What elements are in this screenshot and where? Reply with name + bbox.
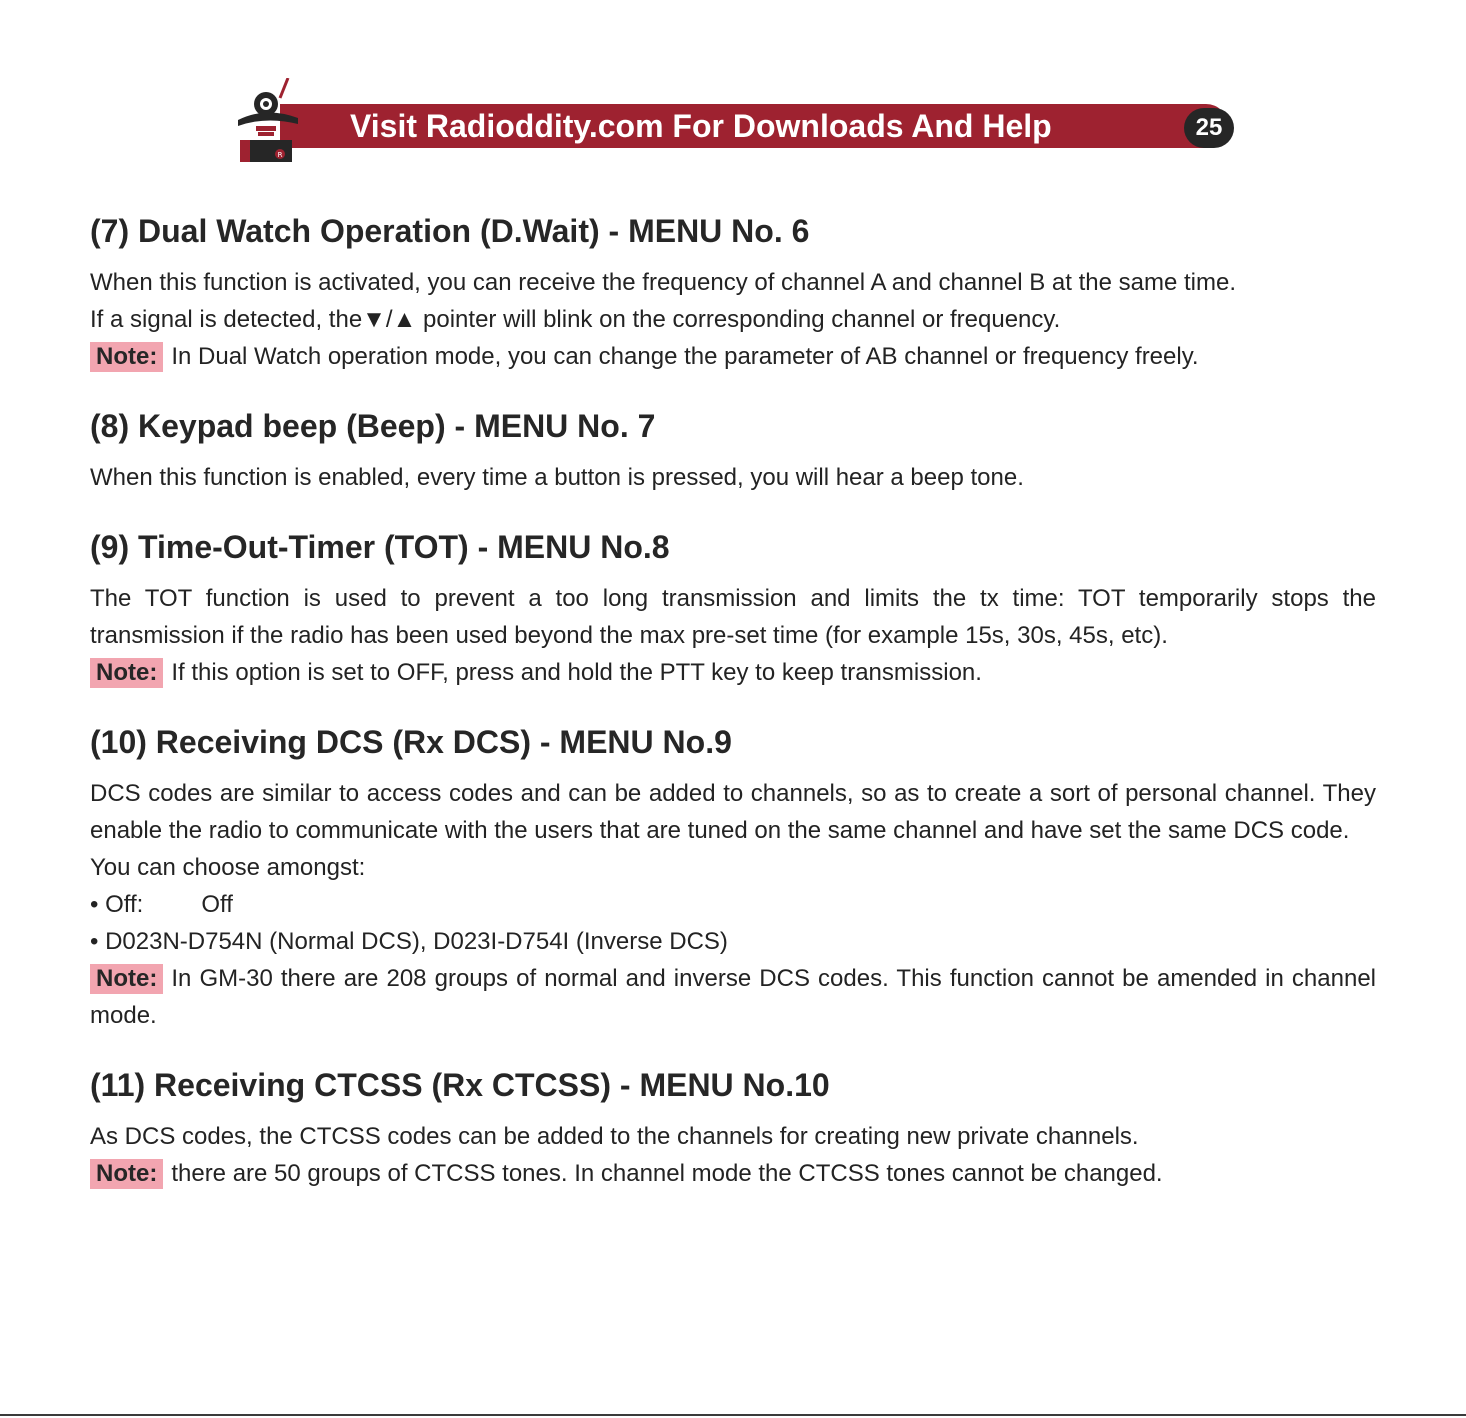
- text-span: If a signal is detected, the: [90, 306, 363, 333]
- bullet-label: • Off:: [90, 891, 144, 918]
- section-dual-watch: [90, 210, 1376, 375]
- section-heading: (9) Time-Out-Timer (TOT) - MENU No.8: [90, 529, 670, 565]
- page-content: [90, 210, 1376, 1192]
- note-label: Note:: [90, 1159, 163, 1189]
- list-item: • D023N-D754N (Normal DCS), D023I-D754I (Inverse DCS): [90, 928, 728, 955]
- note-text: In GM-30 there are 208 groups of normal and inverse DCS codes. This function cannot be amended in channel mode.: [90, 965, 1376, 1029]
- note-label: Note:: [90, 658, 163, 688]
- paragraph: The TOT function is used to prevent a too long transmission and limits the tx time: TOT temporarily stops the transmission if the radio has been used beyond the max pre-set time (for example 15s, 30s, 45s, etc).: [90, 585, 1376, 649]
- paragraph: When this function is activated, you can receive the frequency of channel A and channel B at the same time.: [90, 269, 1237, 296]
- note-paragraph: [90, 960, 1376, 1034]
- paragraph: [90, 301, 1376, 338]
- svg-text:R: R: [277, 151, 283, 159]
- note-text: If this option is set to OFF, press and hold the PTT key to keep transmission.: [171, 659, 982, 686]
- banner-title[interactable]: Visit Radioddity.com For Downloads And Help: [350, 108, 1052, 144]
- radioddity-mascot-icon: [236, 78, 306, 164]
- note-label: Note:: [90, 964, 163, 994]
- paragraph: When this function is enabled, every time a button is pressed, you will hear a beep tone.: [90, 464, 1024, 491]
- paragraph: DCS codes are similar to access codes and can be added to channels, so as to create a sort of personal channel. They enable the radio to communicate with the users that are tuned on the same channel and have set the same DCS code.: [90, 780, 1376, 844]
- bullet-value: Off: [201, 891, 233, 918]
- section-heading: (8) Keypad beep (Beep) - MENU No. 7: [90, 408, 656, 444]
- header-banner: [236, 78, 1236, 164]
- note-label: Note:: [90, 342, 163, 372]
- text-span: pointer will blink on the corresponding channel or frequency.: [416, 306, 1061, 333]
- note-text: In Dual Watch operation mode, you can change the parameter of AB channel or frequency freely.: [171, 343, 1199, 370]
- section-heading: (11) Receiving CTCSS (Rx CTCSS) - MENU No.10: [90, 1067, 830, 1103]
- section-time-out-timer: [90, 526, 1376, 691]
- up-down-pointer-icon: ▼/▲: [362, 306, 417, 333]
- page-number-badge: 25: [1184, 108, 1234, 148]
- note-paragraph: [90, 654, 1376, 691]
- section-rx-dcs: [90, 721, 1376, 1034]
- note-paragraph: [90, 338, 1376, 375]
- note-text: there are 50 groups of CTCSS tones. In channel mode the CTCSS tones cannot be changed.: [171, 1160, 1163, 1187]
- paragraph: You can choose amongst:: [90, 854, 366, 881]
- list-item: [90, 886, 1376, 923]
- paragraph: As DCS codes, the CTCSS codes can be added to the channels for creating new private channels.: [90, 1123, 1139, 1150]
- section-heading: (10) Receiving DCS (Rx DCS) - MENU No.9: [90, 724, 732, 760]
- note-paragraph: [90, 1155, 1376, 1192]
- section-heading: (7) Dual Watch Operation (D.Wait) - MENU No. 6: [90, 213, 810, 249]
- section-rx-ctcss: [90, 1064, 1376, 1192]
- section-keypad-beep: [90, 405, 1376, 496]
- bottom-rule: [0, 1414, 1466, 1416]
